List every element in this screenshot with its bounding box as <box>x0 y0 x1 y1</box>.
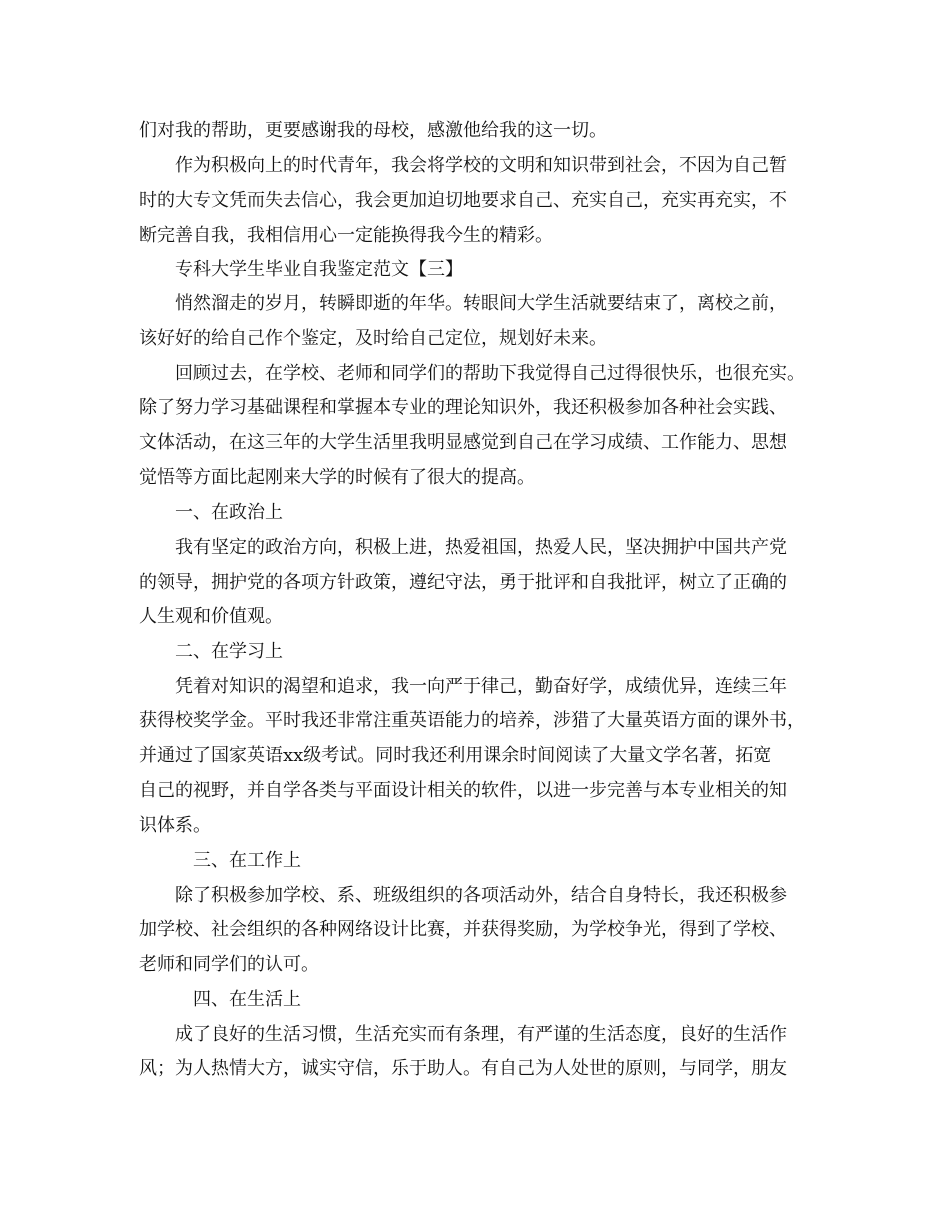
text-line: 回顾过去，在学校、老师和同学们的帮助下我觉得自己过得很快乐，也很充实。 <box>175 363 805 384</box>
text-line: 文体活动，在这三年的大学生活里我明显感觉到自己在学习成绩、工作能力、思想 <box>139 432 787 453</box>
text-line: 风；为人热情大方，诚实守信，乐于助人。有自己为人处世的原则，与同学，朋友 <box>139 1058 787 1079</box>
text-line: 悄然溜走的岁月，转瞬即逝的年华。转眼间大学生活就要结束了，离校之前， <box>175 293 787 314</box>
text-line: 我有坚定的政治方向，积极上进，热爱祖国，热爱人民，坚决拥护中国共产党 <box>175 537 787 558</box>
subsection-heading: 四、在生活上 <box>193 989 301 1010</box>
text-line: 觉悟等方面比起刚来大学的时候有了很大的提高。 <box>139 467 535 488</box>
text-line: 时的大专文凭而失去信心，我会更加迫切地要求自己、充实自己，充实再充实，不 <box>139 190 787 211</box>
subsection-heading: 二、在学习上 <box>175 641 283 662</box>
text-line: 并通过了国家英语xx级考试。同时我还利用课余时间阅读了大量文学名著，拓宽 <box>139 745 772 766</box>
text-line: 们对我的帮助，更要感谢我的母校，感激他给我的这一切。 <box>139 120 607 141</box>
text-line: 人生观和价值观。 <box>139 606 283 627</box>
text-line: 老师和同学们的认可。 <box>139 954 319 975</box>
text-line: 凭着对知识的渴望和追求，我一向严于律己，勤奋好学，成绩优异，连续三年 <box>175 676 787 697</box>
subsection-heading: 一、在政治上 <box>175 502 283 523</box>
text-line: 的领导，拥护党的各项方针政策，遵纪守法，勇于批评和自我批评，树立了正确的 <box>139 572 787 593</box>
text-line: 作为积极向上的时代青年，我会将学校的文明和知识带到社会，不因为自己暂 <box>175 155 787 176</box>
text-line: 获得校奖学金。平时我还非常注重英语能力的培养，涉猎了大量英语方面的课外书， <box>139 710 805 731</box>
subsection-heading: 三、在工作上 <box>193 850 301 871</box>
text-line: 自己的视野，并自学各类与平面设计相关的软件，以进一步完善与本专业相关的知 <box>139 780 787 801</box>
text-line: 该好好的给自己作个鉴定，及时给自己定位，规划好未来。 <box>139 328 607 349</box>
text-line: 加学校、社会组织的各种网络设计比赛，并获得奖励，为学校争光，得到了学校、 <box>139 919 787 940</box>
text-line: 除了努力学习基础课程和掌握本专业的理论知识外，我还积极参加各种社会实践、 <box>139 397 787 418</box>
section-heading: 专科大学生毕业自我鉴定范文【三】 <box>175 259 463 280</box>
text-line: 成了良好的生活习惯，生活充实而有条理，有严谨的生活态度，良好的生活作 <box>175 1024 787 1045</box>
text-line: 断完善自我，我相信用心一定能换得我今生的精彩。 <box>139 225 553 246</box>
text-line: 识体系。 <box>139 815 211 836</box>
text-line: 除了积极参加学校、系、班级组织的各项活动外，结合自身特长，我还积极参 <box>175 885 787 906</box>
